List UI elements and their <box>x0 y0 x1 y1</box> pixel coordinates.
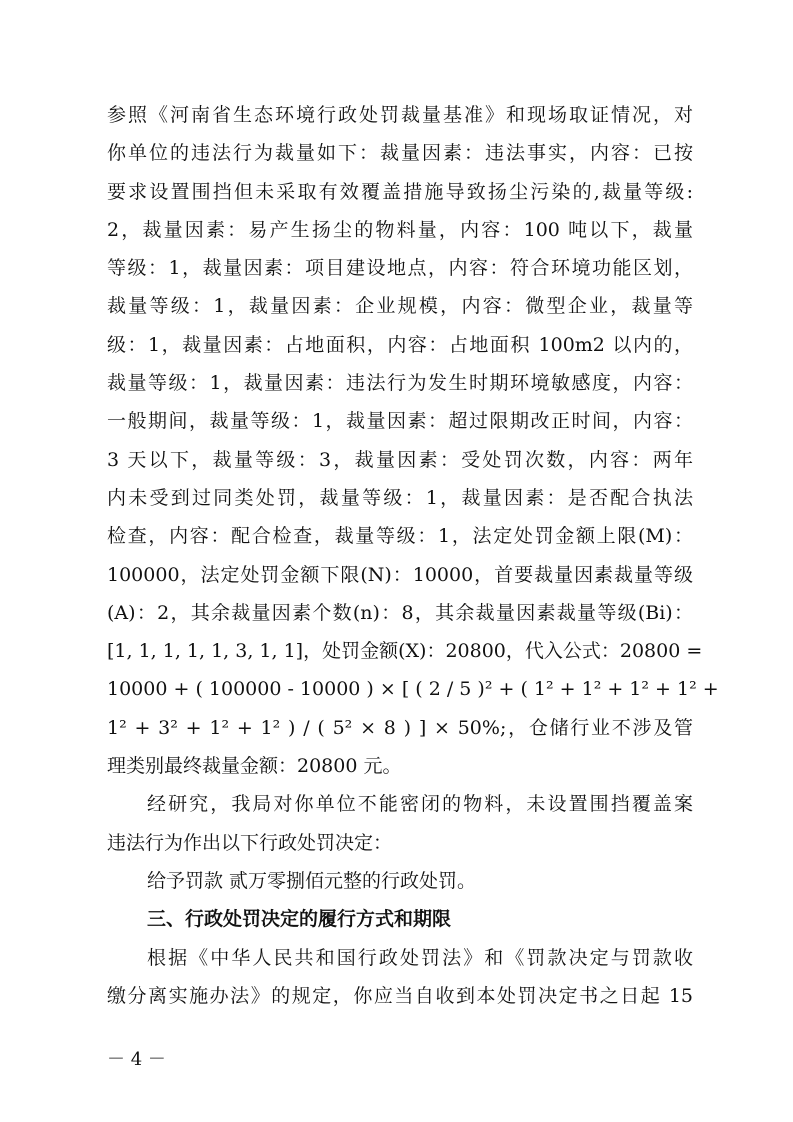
section-heading: 三、行政处罚决定的履行方式和期限 <box>147 908 452 931</box>
text-line: 裁量等级：1，裁量因素：企业规模，内容：微型企业，裁量等 <box>107 295 693 318</box>
text-line: 裁量等级：1，裁量因素：违法行为发生时期环境敏感度，内容： <box>107 372 693 395</box>
decision-paragraph <box>107 785 693 862</box>
text-line: 理类别最终裁量金额：20800 元。 <box>107 755 402 778</box>
text-line: 内未受到过同类处罚，裁量等级：1，裁量因素：是否配合执法 <box>107 486 693 509</box>
text-line: 等级：1，裁量因素：项目建设地点，内容：符合环境功能区划， <box>107 257 693 280</box>
text-line: 检查，内容：配合检查，裁量等级：1，法定处罚金额上限(M)： <box>107 525 693 548</box>
text-line: 3 天以下，裁量等级：3，裁量因素：受处罚次数，内容：两年 <box>107 448 693 471</box>
text-line: 经研究，我局对你单位不能密闭的物料，未设置围挡覆盖案 <box>147 793 693 816</box>
text-line: 要求设置围挡但未采取有效覆盖措施导致扬尘污染的,裁量等级: <box>107 180 693 203</box>
text-line: 1² + 3² + 1² + 1² ) / ( 5² × 8 ) ] × 50%;，仓储行业不涉及管 <box>107 716 693 739</box>
text-line: (A)：2，其余裁量因素个数(n)：8，其余裁量因素裁量等级(Bi)： <box>107 601 693 624</box>
text-line: 缴分离实施办法》的规定，你应当自收到本处罚决定书之日起 15 <box>107 984 693 1007</box>
text-line: 一般期间，裁量等级：1，裁量因素：超过限期改正时间，内容： <box>107 410 693 433</box>
text-line: 2，裁量因素：易产生扬尘的物料量，内容：100 吨以下，裁量 <box>107 218 693 241</box>
text-line: 100000，法定处罚金额下限(N)：10000，首要裁量因素裁量等级 <box>107 563 693 586</box>
discretion-paragraph <box>107 96 719 785</box>
text-line: 级：1，裁量因素：占地面积，内容：占地面积 100m2 以内的， <box>107 333 693 356</box>
text-line: [1, 1, 1, 1, 1, 3, 1, 1]，处罚金额(X)：20800，代入公式：20800 = <box>107 640 703 663</box>
text-line: 参照《河南省生态环境行政处罚裁量基准》和现场取证情况，对 <box>107 104 693 126</box>
text-line: 10000 + ( 100000 - 10000 ) × [ ( 2 / 5 )² + ( 1² + 1² + 1² + 1² + <box>107 678 719 701</box>
page-number: － 4 － <box>107 1049 166 1070</box>
text-line: 根据《中华人民共和国行政处罚法》和《罚款决定与罚款收 <box>147 946 693 969</box>
document-page <box>107 96 719 1015</box>
text-line: 违法行为作出以下行政处罚决定： <box>107 831 393 854</box>
fulfillment-paragraph <box>107 939 693 1016</box>
text-line: 你单位的违法行为裁量如下：裁量因素：违法事实，内容：已按 <box>107 142 693 165</box>
penalty-paragraph: 给予罚款 贰万零捌佰元整的行政处罚。 <box>147 869 477 892</box>
